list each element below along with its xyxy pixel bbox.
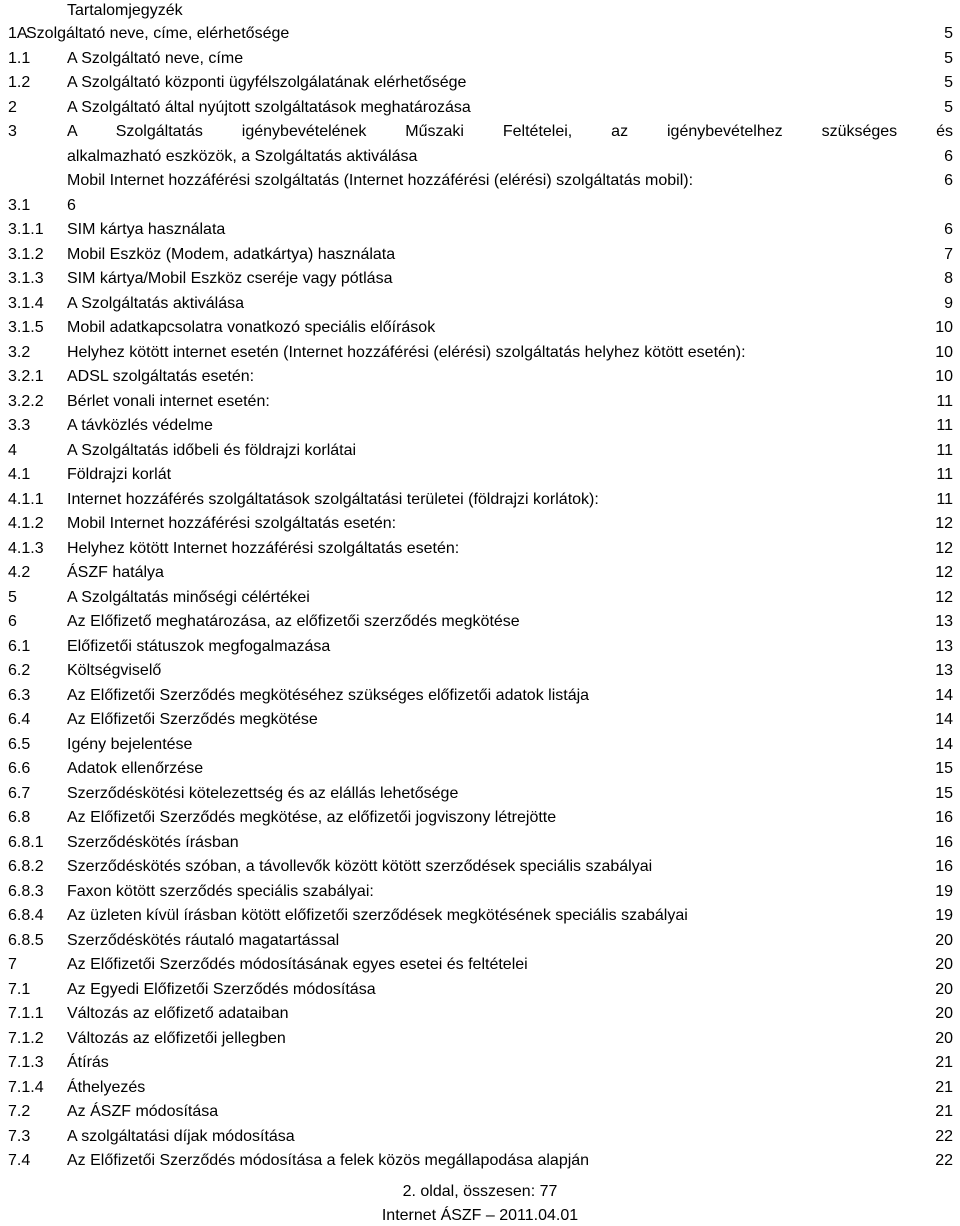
toc-entry[interactable]: [0, 365, 960, 390]
toc-entry-number: 3.1.4: [8, 294, 44, 312]
toc-entry-page: 11: [936, 466, 953, 483]
toc-entry-number: 7.1.1: [8, 1005, 44, 1022]
toc-entry[interactable]: [0, 635, 960, 660]
toc-entry-page: 21: [935, 1054, 953, 1071]
toc-entry-text: SIM kártya használata: [67, 221, 226, 238]
toc-entry-number: 7.4: [8, 1152, 31, 1169]
toc-entry[interactable]: [0, 390, 960, 415]
toc-entry-page: 20: [935, 1005, 953, 1022]
toc-entry-number: 3.2: [8, 343, 31, 361]
toc-entry[interactable]: [0, 1002, 960, 1027]
toc-entry[interactable]: [0, 806, 960, 831]
toc-entry-number: 7: [8, 956, 17, 973]
toc-entry-number: 5: [8, 588, 17, 606]
toc-entry-number: 7.1: [8, 980, 31, 998]
toc-entry[interactable]: [0, 586, 960, 611]
toc-entry-number: 4.2: [8, 564, 31, 581]
toc-entry[interactable]: [0, 22, 960, 47]
toc-entry-text: Átírás: [67, 1054, 109, 1071]
toc-entry-text: SIM kártya/Mobil Eszköz cseréje vagy pótlása: [67, 270, 393, 287]
toc-entry[interactable]: [0, 218, 960, 243]
toc-entry-text: A távközlés védelme: [67, 417, 213, 434]
toc-entry[interactable]: [0, 1125, 960, 1150]
toc-entry-number: 4.1.2: [8, 515, 44, 532]
toc-entry[interactable]: [0, 782, 960, 807]
toc-entry-text: Az Előfizetői Szerződés módosításának egyes esetei és feltételei: [67, 956, 528, 973]
toc-entry-text: Helyhez kötött internet esetén (Internet hozzáférési (elérési) szolgáltatás helyhez kötött esetén):: [67, 343, 746, 361]
toc-entry-page: 12: [935, 539, 953, 557]
toc-entry-page: 6: [944, 221, 953, 238]
toc-entry-page: 5: [944, 49, 953, 67]
toc-entry-page: 19: [935, 882, 953, 900]
toc-entry-number: 3.3: [8, 417, 31, 434]
toc-entry-page: 13: [935, 613, 953, 630]
toc-entry-page: 10: [935, 343, 953, 361]
toc-entry[interactable]: [0, 463, 960, 488]
toc-entry[interactable]: [0, 1149, 960, 1174]
table-of-contents: [0, 22, 960, 1174]
toc-entry[interactable]: [0, 561, 960, 586]
toc-entry[interactable]: [0, 1100, 960, 1125]
toc-entry[interactable]: [0, 978, 960, 1003]
toc-entry-number: 2: [8, 98, 17, 116]
toc-entry-page: 9: [944, 294, 953, 312]
toc-entry-text: Igény bejelentése: [67, 735, 193, 753]
toc-entry-text: Előfizetői státuszok megfogalmazása: [67, 637, 331, 655]
toc-entry-number: 4.1: [8, 466, 31, 483]
toc-entry-number: 6.8.2: [8, 858, 44, 875]
toc-entry-number: 6.5: [8, 735, 31, 753]
toc-entry-page: 11: [936, 417, 953, 434]
toc-entry[interactable]: [0, 537, 960, 562]
toc-entry-text-line1: A Szolgáltatás igénybevételének Műszaki Feltételei, az igénybevételhez szükséges és: [67, 123, 953, 140]
toc-entry[interactable]: [0, 439, 960, 464]
toc-entry-page: 5: [944, 98, 953, 116]
toc-entry-number: 6.8.1: [8, 833, 44, 851]
toc-entry-number: 7.3: [8, 1127, 31, 1145]
toc-entry-text: Szolgáltató neve, címe, elérhetősége: [26, 25, 290, 42]
toc-entry-text: A Szolgáltató központi ügyfélszolgálatának elérhetősége: [67, 74, 467, 91]
toc-entry-number: 6.7: [8, 784, 31, 802]
toc-entry-page: 14: [935, 686, 953, 704]
toc-entry-text: 6: [67, 196, 76, 214]
toc-entry-text: Az Egyedi Előfizetői Szerződés módosítása: [67, 980, 376, 998]
toc-entry-number: 3.1.5: [8, 319, 44, 336]
toc-entry-number: 6.8.4: [8, 907, 44, 924]
toc-entry-text: A Szolgáltatás aktiválása: [67, 294, 244, 312]
toc-entry-page: 14: [935, 711, 953, 728]
toc-entry-page: 11: [936, 490, 953, 508]
toc-entry-text: Mobil Eszköz (Modem, adatkártya) használata: [67, 245, 396, 263]
toc-entry[interactable]: [0, 733, 960, 758]
toc-entry-text: ÁSZF hatálya: [67, 564, 164, 581]
toc-entry[interactable]: [0, 341, 960, 366]
toc-entry[interactable]: [0, 414, 960, 439]
toc-entry-text: Mobil Internet hozzáférési szolgáltatás (Internet hozzáférési (elérési) szolgáltatás mobil):: [67, 172, 694, 189]
toc-entry-number: 7.1.3: [8, 1054, 44, 1071]
toc-entry-number: 6.1: [8, 637, 31, 655]
toc-entry-page: 6: [944, 147, 953, 165]
toc-entry[interactable]: [0, 1027, 960, 1052]
toc-entry-page: 15: [935, 760, 953, 777]
toc-entry[interactable]: [0, 659, 960, 684]
toc-entry-page: 7: [944, 245, 953, 263]
toc-entry-text: Földrajzi korlát: [67, 466, 172, 483]
toc-entry[interactable]: [0, 512, 960, 537]
toc-entry[interactable]: [0, 488, 960, 513]
toc-entry[interactable]: [0, 71, 960, 96]
toc-entry[interactable]: [0, 953, 960, 978]
toc-entry[interactable]: [0, 267, 960, 292]
toc-entry-page: 19: [935, 907, 953, 924]
toc-entry[interactable]: [0, 929, 960, 954]
footer-doc-info: Internet ÁSZF – 2011.04.01: [381, 1207, 579, 1224]
toc-entry[interactable]: [0, 316, 960, 341]
toc-entry-text: Az Előfizető meghatározása, az előfizetői szerződés megkötése: [67, 613, 520, 630]
toc-entry[interactable]: [0, 1051, 960, 1076]
toc-entry-text: Az Előfizetői Szerződés módosítása a felek közös megállapodása alapján: [67, 1152, 590, 1169]
toc-title: Tartalomjegyzék: [67, 2, 183, 19]
toc-entry-page: 20: [935, 956, 953, 973]
toc-entry-page: 16: [935, 858, 953, 875]
toc-entry-page: 13: [935, 637, 953, 655]
toc-entry-text: Az Előfizetői Szerződés megkötése: [67, 711, 318, 728]
toc-entry[interactable]: [0, 120, 960, 169]
toc-entry-number: 4.1.3: [8, 539, 44, 557]
toc-entry-text: Változás az előfizető adataiban: [67, 1005, 289, 1022]
toc-entry-text: A szolgáltatási díjak módosítása: [67, 1127, 295, 1145]
toc-entry-page: 15: [935, 784, 953, 802]
toc-entry-number: 6.8.5: [8, 931, 44, 949]
toc-entry-text: Bérlet vonali internet esetén:: [67, 392, 270, 410]
toc-entry-page: 13: [935, 662, 953, 679]
toc-entry-text: Szerződéskötés írásban: [67, 833, 239, 851]
toc-entry-page: 16: [935, 809, 953, 826]
toc-entry-page: 10: [935, 319, 953, 336]
toc-entry-page: 20: [935, 980, 953, 998]
toc-entry-number: 6.2: [8, 662, 31, 679]
toc-entry-text: A Szolgáltató neve, címe: [67, 49, 244, 67]
toc-entry-text: ADSL szolgáltatás esetén:: [67, 368, 255, 385]
toc-entry-number: 3.2.2: [8, 392, 44, 410]
toc-entry-page: 12: [935, 564, 953, 581]
toc-entry-page: 12: [935, 515, 953, 532]
toc-entry-number: 6.3: [8, 686, 31, 704]
toc-entry-number: 7.2: [8, 1103, 31, 1120]
toc-entry[interactable]: [0, 47, 960, 72]
toc-entry-number: 3.1.2: [8, 245, 44, 263]
toc-entry-text: A Szolgáltatás időbeli és földrajzi korlátai: [67, 441, 357, 459]
toc-entry-page: 10: [935, 368, 953, 385]
toc-entry-text: Az ÁSZF módosítása: [67, 1103, 219, 1120]
toc-entry-page: 16: [935, 833, 953, 851]
toc-entry-page: 22: [935, 1152, 953, 1169]
toc-entry-number: 1A: [8, 25, 28, 42]
toc-entry-page: 20: [935, 1029, 953, 1047]
toc-entry-page: 5: [944, 74, 953, 91]
toc-entry-text: A Szolgáltatás minőségi célértékei: [67, 588, 310, 606]
toc-entry-text: Áthelyezés: [67, 1078, 146, 1096]
toc-entry-number: 1.2: [8, 74, 31, 91]
toc-entry[interactable]: [0, 243, 960, 268]
toc-entry-text: Az Előfizetői Szerződés megkötése, az előfizetői jogviszony létrejötte: [67, 809, 557, 826]
toc-entry[interactable]: [0, 757, 960, 782]
toc-entry[interactable]: [0, 831, 960, 856]
toc-entry-text: Mobil adatkapcsolatra vonatkozó speciális előírások: [67, 319, 436, 336]
toc-entry-text: Mobil Internet hozzáférési szolgáltatás esetén:: [67, 515, 397, 532]
toc-entry-text: A Szolgáltató által nyújtott szolgáltatások meghatározása: [67, 98, 471, 116]
toc-entry[interactable]: [0, 169, 960, 194]
toc-entry-text: Költségviselő: [67, 662, 162, 679]
toc-entry-number: 3.1.1: [8, 221, 44, 238]
toc-entry-number: 3.1: [8, 196, 31, 214]
toc-entry[interactable]: [0, 855, 960, 880]
toc-entry-number: 4.1.1: [8, 490, 44, 508]
toc-entry-text: Az Előfizetői Szerződés megkötéséhez szükséges előfizetői adatok listája: [67, 686, 590, 704]
toc-entry-number: 6: [8, 613, 17, 630]
toc-entry-text: Faxon kötött szerződés speciális szabályai:: [67, 882, 374, 900]
toc-entry[interactable]: [0, 880, 960, 905]
toc-entry-page: 11: [936, 441, 953, 459]
toc-entry-page: 12: [935, 588, 953, 606]
toc-entry-page: 21: [935, 1078, 953, 1096]
toc-entry[interactable]: [0, 684, 960, 709]
toc-entry-text: Adatok ellenőrzése: [67, 760, 204, 777]
toc-entry-number: 3.2.1: [8, 368, 44, 385]
toc-entry[interactable]: [0, 708, 960, 733]
toc-entry-number: 6.4: [8, 711, 31, 728]
toc-entry-text: Szerződéskötési kötelezettség és az elállás lehetősége: [67, 784, 459, 802]
toc-entry-text: Az üzleten kívül írásban kötött előfizetői szerződések megkötésének speciális szabályai: [67, 907, 688, 924]
toc-entry-number: 7.1.2: [8, 1029, 44, 1047]
toc-entry-page: 11: [936, 392, 953, 410]
toc-entry[interactable]: [0, 904, 960, 929]
toc-entry[interactable]: [0, 610, 960, 635]
toc-entry-text: Szerződéskötés szóban, a távollevők között kötött szerződések speciális szabályai: [67, 858, 653, 875]
toc-entry-number: 7.1.4: [8, 1078, 44, 1096]
toc-entry-number: 4: [8, 441, 17, 459]
toc-entry-text: Helyhez kötött Internet hozzáférési szolgáltatás esetén:: [67, 539, 460, 557]
toc-entry-page: 22: [935, 1127, 953, 1145]
toc-entry[interactable]: [0, 1076, 960, 1101]
footer-page-info: 2. oldal, összesen: 77: [402, 1183, 558, 1200]
toc-entry-page: 20: [935, 931, 953, 949]
toc-entry-number: 6.8.3: [8, 882, 44, 900]
toc-entry-page: 5: [944, 25, 953, 42]
toc-entry-text: Szerződéskötés ráutaló magatartással: [67, 931, 340, 949]
toc-entry-text: Változás az előfizetői jellegben: [67, 1029, 286, 1047]
toc-entry-text-line2: alkalmazható eszközök, a Szolgáltatás aktiválása: [67, 147, 418, 165]
toc-entry-page: 6: [944, 172, 953, 189]
toc-entry-number: 3.1.3: [8, 270, 44, 287]
toc-entry-text: Internet hozzáférés szolgáltatások szolgáltatási területei (földrajzi korlátok):: [67, 490, 599, 508]
toc-entry-page: 21: [935, 1103, 953, 1120]
toc-entry-number: 1.1: [8, 49, 31, 67]
toc-entry-number: 6.8: [8, 809, 31, 826]
toc-entry-page: 8: [944, 270, 953, 287]
toc-entry-number: 6.6: [8, 760, 31, 777]
toc-entry[interactable]: [0, 292, 960, 317]
toc-entry-number: 3: [8, 123, 17, 140]
toc-entry[interactable]: [0, 194, 960, 219]
toc-entry-page: 14: [935, 735, 953, 753]
toc-entry[interactable]: [0, 96, 960, 121]
